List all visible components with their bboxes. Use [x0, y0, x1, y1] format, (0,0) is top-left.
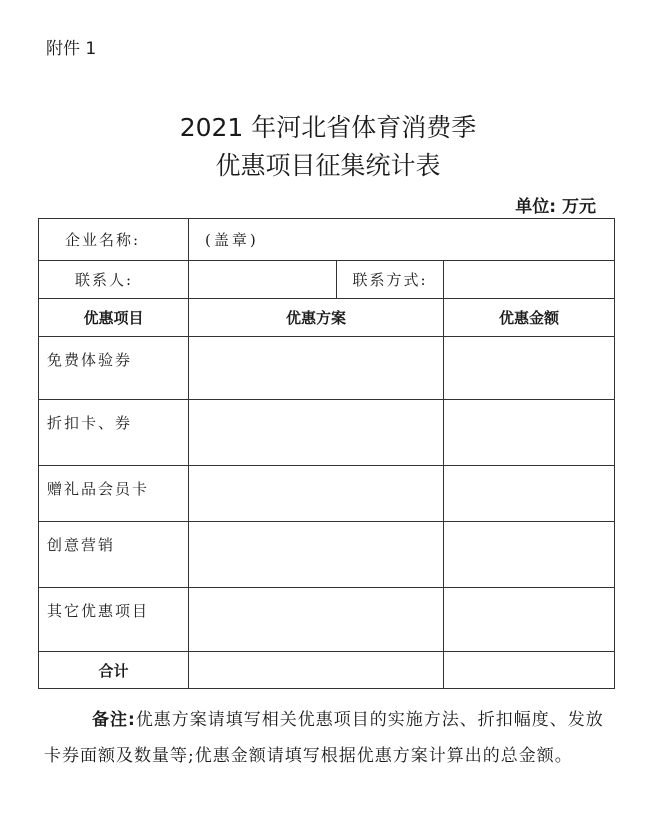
remarks: [44, 702, 604, 774]
contact-method-field[interactable]: [444, 261, 615, 299]
company-name-field[interactable]: (盖章): [189, 219, 615, 261]
row-label: 折扣卡、券: [39, 400, 189, 466]
table-header-row: [39, 299, 615, 337]
table-row: [39, 466, 615, 522]
contact-person-label: 联系人:: [39, 261, 189, 299]
total-label: 合计: [39, 652, 189, 689]
company-name-label: 企业名称:: [39, 219, 189, 261]
table-row: [39, 400, 615, 466]
attachment-label: 附件 1: [46, 39, 97, 59]
contact-row: [39, 261, 615, 299]
header-plan: 优惠方案: [189, 299, 444, 337]
row-label: 创意营销: [39, 522, 189, 588]
amount-cell[interactable]: [444, 522, 615, 588]
table-row: [39, 588, 615, 652]
table-row: [39, 337, 615, 400]
total-row: [39, 652, 615, 689]
header-project: 优惠项目: [39, 299, 189, 337]
plan-cell[interactable]: [189, 522, 444, 588]
plan-cell[interactable]: [189, 400, 444, 466]
remarks-label: 备注:: [92, 710, 136, 730]
amount-cell[interactable]: [444, 400, 615, 466]
plan-cell[interactable]: [189, 588, 444, 652]
unit-label: 单位: 万元: [515, 197, 596, 217]
table-row: [39, 522, 615, 588]
statistics-table: [38, 218, 615, 689]
amount-cell[interactable]: [444, 588, 615, 652]
remarks-text: 优惠方案请填写相关优惠项目的实施方法、折扣幅度、发放卡券面额及数量等;优惠金额请填写根据优惠方案计算出的总金额。: [44, 710, 604, 766]
contact-method-label: 联系方式:: [337, 261, 444, 299]
document-title: 2021 年河北省体育消费季: [179, 113, 477, 142]
plan-cell[interactable]: [189, 337, 444, 400]
row-label: 赠礼品会员卡: [39, 466, 189, 522]
document-subtitle: 优惠项目征集统计表: [215, 151, 441, 180]
amount-cell[interactable]: [444, 337, 615, 400]
company-row: [39, 219, 615, 261]
header-amount: 优惠金额: [444, 299, 615, 337]
row-label: 其它优惠项目: [39, 588, 189, 652]
total-amount-cell[interactable]: [444, 652, 615, 689]
amount-cell[interactable]: [444, 466, 615, 522]
row-label: 免费体验券: [39, 337, 189, 400]
total-plan-cell[interactable]: [189, 652, 444, 689]
contact-person-field[interactable]: [189, 261, 337, 299]
plan-cell[interactable]: [189, 466, 444, 522]
